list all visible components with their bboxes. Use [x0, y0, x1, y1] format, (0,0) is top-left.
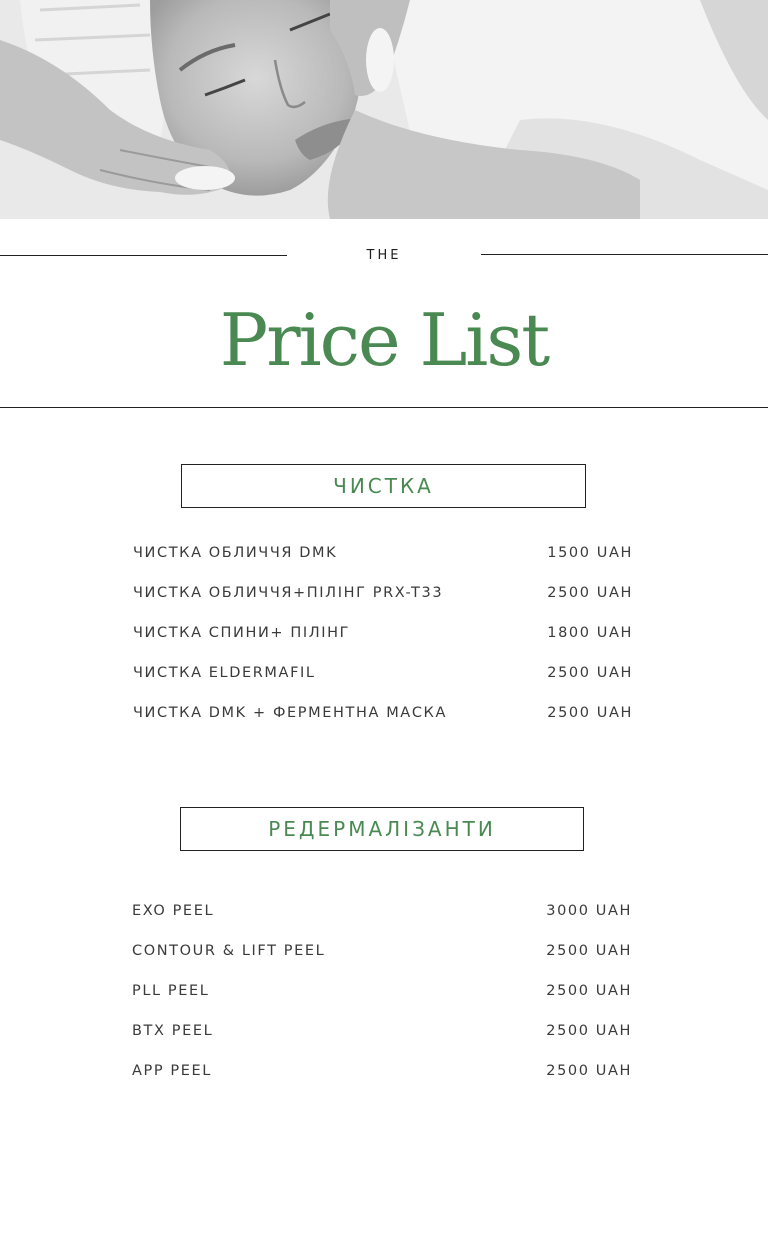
section-title: РЕДЕРМАЛІЗАНТИ [268, 817, 496, 841]
title-pretitle: THE [366, 248, 402, 263]
service-name: BTX PEEL [132, 1023, 214, 1039]
header-bottom-divider [0, 407, 768, 408]
price-list [133, 545, 633, 725]
service-name: ЧИСТКА ОБЛИЧЧЯ DMK [133, 545, 338, 561]
hero-photo [0, 0, 768, 219]
price-row [132, 943, 632, 963]
service-price: 2500 UAH [547, 705, 633, 721]
price-row [133, 545, 633, 565]
service-name: ЧИСТКА DMK + ФЕРМЕНТНА МАСКА [133, 705, 447, 721]
service-name: PLL PEEL [132, 983, 210, 999]
service-name: APP PEEL [132, 1063, 212, 1079]
price-list [132, 903, 632, 1083]
section-heading-box [181, 464, 586, 508]
price-row [132, 903, 632, 923]
service-price: 1500 UAH [547, 545, 633, 561]
facial-treatment-photo [0, 0, 768, 219]
service-name: ЧИСТКА ОБЛИЧЧЯ+ПІЛІНГ PRX-T33 [133, 585, 444, 601]
service-price: 1800 UAH [547, 625, 633, 641]
price-row [133, 585, 633, 605]
price-row [133, 665, 633, 685]
service-price: 2500 UAH [547, 585, 633, 601]
section-heading-box [180, 807, 584, 851]
price-row [132, 1063, 632, 1083]
service-price: 2500 UAH [546, 983, 632, 999]
service-price: 2500 UAH [546, 1023, 632, 1039]
service-name: ЧИСТКА ELDERMAFIL [133, 665, 316, 681]
service-name: EXO PEEL [132, 903, 215, 919]
price-row [132, 1023, 632, 1043]
service-price: 3000 UAH [546, 903, 632, 919]
price-row [133, 705, 633, 725]
price-row [133, 625, 633, 645]
service-name: ЧИСТКА СПИНИ+ ПІЛІНГ [133, 625, 351, 641]
page-title: Price List [219, 298, 549, 382]
service-price: 2500 UAH [546, 1063, 632, 1079]
section-title: ЧИСТКА [333, 474, 434, 498]
price-row [132, 983, 632, 1003]
service-price: 2500 UAH [546, 943, 632, 959]
service-name: CONTOUR & LIFT PEEL [132, 943, 326, 959]
service-price: 2500 UAH [547, 665, 633, 681]
